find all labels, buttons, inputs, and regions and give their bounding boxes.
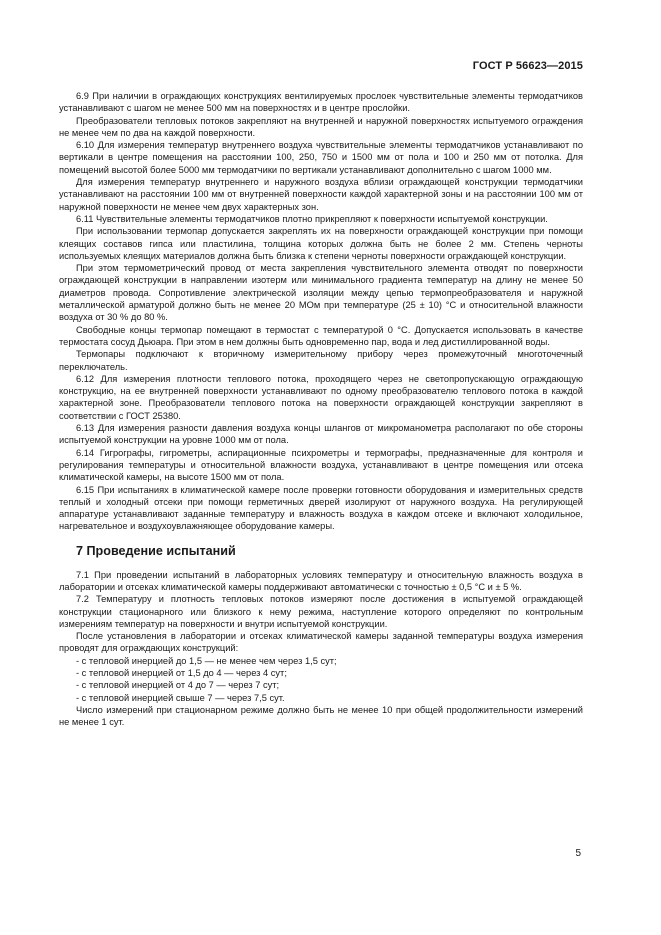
list-item: - с тепловой инерцией свыше 7 — через 7,5 сут. [76,692,285,703]
paragraph: 6.10 Для измерения температур внутреннего воздуха чувствительные элементы термодатчиков устанавливают по вертикали в центре помещения на расстоянии 100, 250, 750 и 1500 мм от пола и 100 и 250 мм от потолка. Для помещений высотой более 5000 мм термодатчики по вертикали устанавливают дополнительно с шагом 1000 мм. [59,140,583,175]
paragraph: 6.12 Для измерения плотности теплового потока, проходящего через не светопропускающую ограждающую конструкцию, на ее внутренней поверхности устанавливают по одному преобразователю теплового потока в каждой характерной зоне. Преобразователи теплового потока на поверхности ограждающей конструкции закрепляют в соответствии с ГОСТ 25380. [59,373,583,421]
paragraph: 6.13 Для измерения разности давления воздуха концы шлангов от микроманометра располагают по обе стороны испытуемой конструкции на уровне 1000 мм от пола. [59,423,583,446]
paragraph: 7.2 Температуру и плотность тепловых потоков измеряют после достижения в испытуемой ограждающей конструкции стационарного или близкого к нему режима, наступление которого определяют по контрольным измерениям температур на поверхности и внутри испытуемой конструкции. [59,594,583,629]
paragraph: При этом термометрический провод от места закрепления чувствительного элемента отводят по поверхности ограждающей конструкции в направлении изотерм или минимального градиента температур на длину не менее 50 диаметров провода. Сопротивление электрической изоляции между цепью термопреобразователя и наружной металлической арматурой должно быть не менее 20 МОм при температуре (25 ± 10) °С и относительной влажности воздуха от 30 % до 80 %. [59,263,583,323]
paragraph: После установления в лаборатории и отсеках климатической камеры заданной температуры воздуха измерения проводят для ограждающих конструкций: [59,631,583,654]
page-number: 5 [575,848,581,859]
paragraph: Преобразователи тепловых потоков закрепляют на внутренней и наружной поверхностях испытуемого ограждения не менее чем по два на каждой поверхности. [59,115,583,138]
paragraph: 6.15 При испытаниях в климатической камере после проверки готовности оборудования и измерительных средств теплый и холодный отсеки при помощи герметичных дверей изолируют от наружного воздуха. На регулирующей аппаратуре устанавливают заданные температуру и влажность воздуха в каждом отсеке и включают холодильное, нагревательное и воздухоувлажняющее оборудование камеры. [59,484,583,532]
paragraph: Свободные концы термопар помещают в термостат с температурой 0 °С. Допускается использовать в качестве термостата сосуд Дьюара. При этом в нем должны быть одновременно пар, вода и лед дистиллированной воды. [59,324,583,347]
paragraph: При использовании термопар допускается закреплять их на поверхности ограждающей конструкции при помощи клеящих составов гипса или пластилина, толщина которых должна быть не более 2 мм. Степень черноты используемых клеящих материалов должна быть близка к степени черноты поверхности ограждающей конструкции. [59,226,583,261]
paragraph: 7.1 При проведении испытаний в лабораторных условиях температуру и относительную влажность воздуха в лаборатории и отсеках климатической камеры поддерживают автоматически с точностью ± 0,5 °С и ± 5 %. [59,569,583,592]
paragraph: Число измерений при стационарном режиме должно быть не менее 10 при общей продолжительности измерений не менее 1 сут. [59,704,583,728]
paragraph: 6.11 Чувствительные элементы термодатчиков плотно прикрепляют к поверхности испытуемой конструкции. [76,213,548,224]
list-item: - с тепловой инерцией до 1,5 — не менее чем через 1,5 сут; [76,655,337,666]
paragraph: 6.9 При наличии в ограждающих конструкциях вентилируемых прослоек чувствительные элементы термодатчиков устанавливают с шагом не менее 500 мм на поверхностях и в центре прослойки. [59,91,583,114]
section-heading: 7 Проведение испытаний [76,543,236,558]
list-item: - с тепловой инерцией от 1,5 до 4 — через 4 сут; [76,668,287,679]
list-item: - с тепловой инерцией от 4 до 7 — через 7 сут; [76,680,280,691]
paragraph: Для измерения температур внутреннего и наружного воздуха вблизи ограждающей конструкции термодатчики устанавливают на расстоянии 100 мм от внутренней поверхности каждой характерной зоны и на расстоянии 100 мм от наружной поверхности не менее чем двух характерных зон. [59,177,583,212]
standard-number: ГОСТ Р 56623—2015 [472,60,583,72]
document-body [59,90,583,729]
paragraph: 6.14 Гигрографы, гигрометры, аспирационные психрометры и термографы, предназначенные для контроля и регулирования температуры и относительной влажности воздуха, устанавливают в центре помещения или отсека климатической камеры, на высоте 1500 мм от пола. [59,447,583,483]
paragraph: Термопары подключают к вторичному измерительному прибору через промежуточный многоточечный переключатель. [59,349,583,372]
